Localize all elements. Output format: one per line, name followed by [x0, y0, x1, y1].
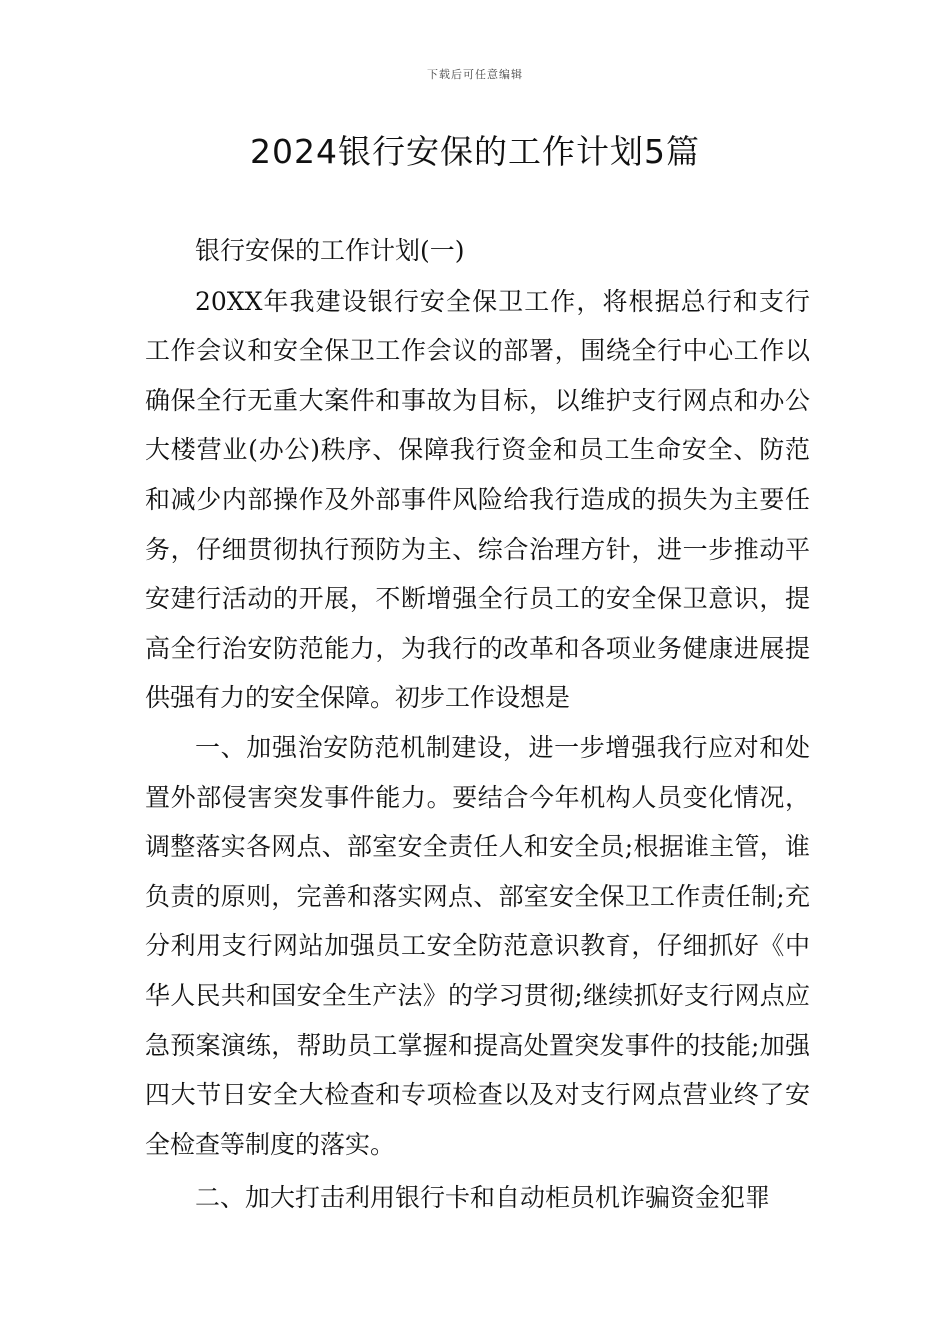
- paragraph: 二、加大打击利用银行卡和自动柜员机诈骗资金犯罪: [195, 1183, 771, 1213]
- paragraph: 20XX年我建设银行安全保卫工作，将根据总行和支行工作会议和安全保卫工作会议的部署，围绕全行中心工作以确保全行无重大案件和事故为目标，以维护支行网点和办公大楼营业(办公)秩序、保障我行资金和员工生命安全、防范和减少内部操作及外部事件风险给我行造成的损失为主要任务，仔细贯彻执行预防为主、综合治理方针，进一步推动平安建行活动的开展，不断增强全行员工的安全保卫意识，提高全行治安防范能力，为我行的改革和各项业务健康进展提供强有力的安全保障。初步工作设想是: [145, 286, 810, 713]
- header-note: 下载后可任意编辑: [427, 68, 523, 81]
- document-body: [145, 226, 810, 1223]
- document-title: 2024银行安保的工作计划5篇: [250, 132, 700, 171]
- section-heading: 银行安保的工作计划(一): [195, 236, 465, 265]
- paragraph: 一、加强治安防范机制建设，进一步增强我行应对和处置外部侵害突发事件能力。要结合今年机构人员变化情况，调整落实各网点、部室安全责任人和安全员;根据谁主管，谁负责的原则，完善和落实网点、部室安全保卫工作责任制;充分利用支行网站加强员工安全防范意识教育，仔细抓好《中华人民共和国安全生产法》的学习贯彻;继续抓好支行网点应急预案演练，帮助员工掌握和提高处置突发事件的技能;加强四大节日安全大检查和专项检查以及对支行网点营业终了安全检查等制度的落实。: [145, 732, 810, 1159]
